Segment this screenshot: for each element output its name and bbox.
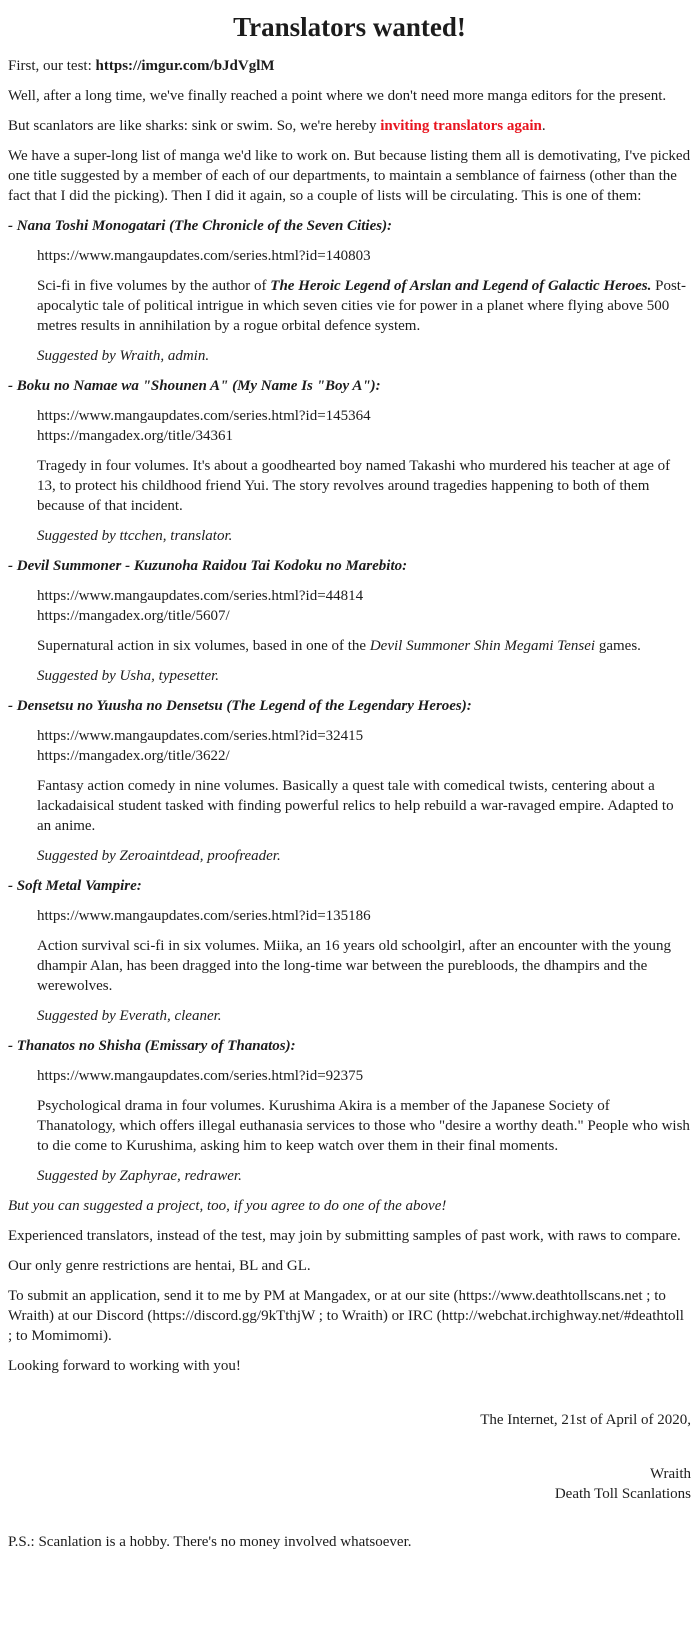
intro-test-prefix: First, our test: xyxy=(8,58,96,74)
manga-entry-devil-summoner xyxy=(8,556,691,686)
manga-entry-densetsu-no-yuusha xyxy=(8,696,691,866)
description-text: Fantasy action comedy in nine volumes. Basically a quest tale with comedical twists, centering about a lackadaisical student tasked with finding powerful relics to help rebuild a war-ravaged empire. Adapted to an anime. xyxy=(37,778,674,834)
signature-block xyxy=(8,1464,691,1504)
manga-title: - Soft Metal Vampire: xyxy=(8,878,142,894)
description-text: Psychological drama in four volumes. Kurushima Akira is a member of the Japanese Society of Thanatology, which offers illegal euthanasia services to those who "desire a worthy death." People who wish to die come to Kurushima, asking him to keep watch over them in their final moments. xyxy=(37,1098,690,1154)
manga-description xyxy=(37,776,691,836)
manga-links xyxy=(37,406,691,446)
manga-title: - Thanatos no Shisha (Emissary of Thanatos): xyxy=(8,1038,296,1054)
intro-list-note: We have a super-long list of manga we'd like to work on. But because listing them all is demotivating, I've picked one title suggested by a member of each of our departments, to maintain a semblance of fairness (other than the fact that I did the picking). Then I did it again, so a couple of lists will be circulating. This is one of them: xyxy=(8,148,691,204)
manga-url: https://mangadex.org/title/3622/ xyxy=(37,748,230,764)
sharks-prefix: But scanlators are like sharks: sink or swim. So, we're hereby xyxy=(8,118,381,134)
manga-links xyxy=(37,246,691,266)
description-text: Post-apocalytic tale of political intrigue in which seven cities vie for power in a planet where flying above 500 metres results in annihilation by a rogue orbital defence system. xyxy=(37,278,686,334)
manga-description xyxy=(37,1096,691,1156)
suggested-by: Suggested by Zeroaintdead, proofreader. xyxy=(37,848,281,864)
manga-title: - Devil Summoner - Kuzunoha Raidou Tai Kodoku no Marebito: xyxy=(8,558,408,574)
page-title: Translators wanted! xyxy=(233,12,466,42)
description-text: Action survival sci-fi in six volumes. Miika, an 16 years old schoolgirl, after an encounter with the young dhampir Alan, has been dragged into the long-time war between the purebloods, the dhampirs and the werewolves. xyxy=(37,938,672,994)
manga-links xyxy=(37,906,691,926)
genre-restrictions-note: Our only genre restrictions are hentai, BL and GL. xyxy=(8,1258,311,1274)
postscript: P.S.: Scanlation is a hobby. There's no money involved whatsoever. xyxy=(8,1534,412,1550)
referenced-work-title: Devil Summoner Shin Megami Tensei xyxy=(369,638,596,654)
manga-url: https://mangadex.org/title/34361 xyxy=(37,428,233,444)
referenced-work-title: The Heroic Legend of Arslan and Legend of Galactic Heroes. xyxy=(270,278,652,294)
manga-links xyxy=(37,1066,691,1086)
manga-links xyxy=(37,586,691,626)
signature-name: Wraith xyxy=(649,1466,691,1482)
description-text: Sci-fi in five volumes by the author of xyxy=(37,278,271,294)
sharks-suffix: . xyxy=(541,118,546,134)
manga-url: https://www.mangaupdates.com/series.html?id=32415 xyxy=(37,728,364,744)
description-text: Tragedy in four volumes. It's about a goodhearted boy named Takashi who murdered his teacher at age of 13, to protect his childhood friend Yui. The story revolves around tragedies happening to both of them because of that incident. xyxy=(37,458,671,514)
manga-entry-nana-toshi-monogatari xyxy=(8,216,691,366)
manga-url: https://mangadex.org/title/5607/ xyxy=(37,608,230,624)
manga-description xyxy=(37,456,691,516)
manga-title: - Boku no Namae wa "Shounen A" (My Name Is "Boy A"): xyxy=(8,378,381,394)
own-suggestion-note: But you can suggested a project, too, if you agree to do one of the above! xyxy=(8,1198,447,1214)
test-url: https://imgur.com/bJdVglM xyxy=(95,58,275,74)
manga-url: https://www.mangaupdates.com/series.html?id=92375 xyxy=(37,1068,364,1084)
intro-sharks-note xyxy=(8,116,691,136)
manga-url: https://www.mangaupdates.com/series.html?id=44814 xyxy=(37,588,364,604)
manga-description xyxy=(37,636,691,656)
manga-entry-thanatos-no-shisha xyxy=(8,1036,691,1186)
manga-title: - Densetsu no Yuusha no Densetsu (The Legend of the Legendary Heroes): xyxy=(8,698,472,714)
manga-url: https://www.mangaupdates.com/series.html?id=135186 xyxy=(37,908,371,924)
suggested-by: Suggested by Wraith, admin. xyxy=(37,348,210,364)
manga-title: - Nana Toshi Monogatari (The Chronicle of the Seven Cities): xyxy=(8,218,393,234)
manga-description xyxy=(37,936,691,996)
experienced-translators-note: Experienced translators, instead of the test, may join by submitting samples of past work, with raws to compare. xyxy=(8,1228,681,1244)
suggested-by: Suggested by Usha, typesetter. xyxy=(37,668,220,684)
suggested-by: Suggested by ttcchen, translator. xyxy=(37,528,233,544)
signature-dateline: The Internet, 21st of April of 2020, xyxy=(480,1412,691,1428)
manga-entry-soft-metal-vampire xyxy=(8,876,691,1026)
signature-group: Death Toll Scanlations xyxy=(554,1486,691,1502)
description-text: Supernatural action in six volumes, based in one of the xyxy=(37,638,370,654)
manga-url: https://www.mangaupdates.com/series.html?id=140803 xyxy=(37,248,371,264)
manga-description xyxy=(37,276,691,336)
closing-line: Looking forward to working with you! xyxy=(8,1358,241,1374)
manga-url: https://www.mangaupdates.com/series.html?id=145364 xyxy=(37,408,371,424)
inviting-translators-highlight: inviting translators again xyxy=(380,118,542,134)
application-instructions: To submit an application, send it to me by PM at Mangadex, or at our site (https://www.deathtollscans.net ; to Wraith) at our Discord (https://discord.gg/9kTthjW ; to Wraith) or IRC (http://webchat.irchighway.net/#deathtoll ; to Momimomi). xyxy=(8,1288,684,1344)
description-text: games. xyxy=(595,638,641,654)
suggested-by: Suggested by Everath, cleaner. xyxy=(37,1008,222,1024)
manga-links xyxy=(37,726,691,766)
suggested-by: Suggested by Zaphyrae, redrawer. xyxy=(37,1168,242,1184)
intro-editors-note: Well, after a long time, we've finally reached a point where we don't need more manga editors for the present. xyxy=(8,88,667,104)
manga-entry-boku-no-namae xyxy=(8,376,691,546)
intro-test xyxy=(8,56,691,76)
